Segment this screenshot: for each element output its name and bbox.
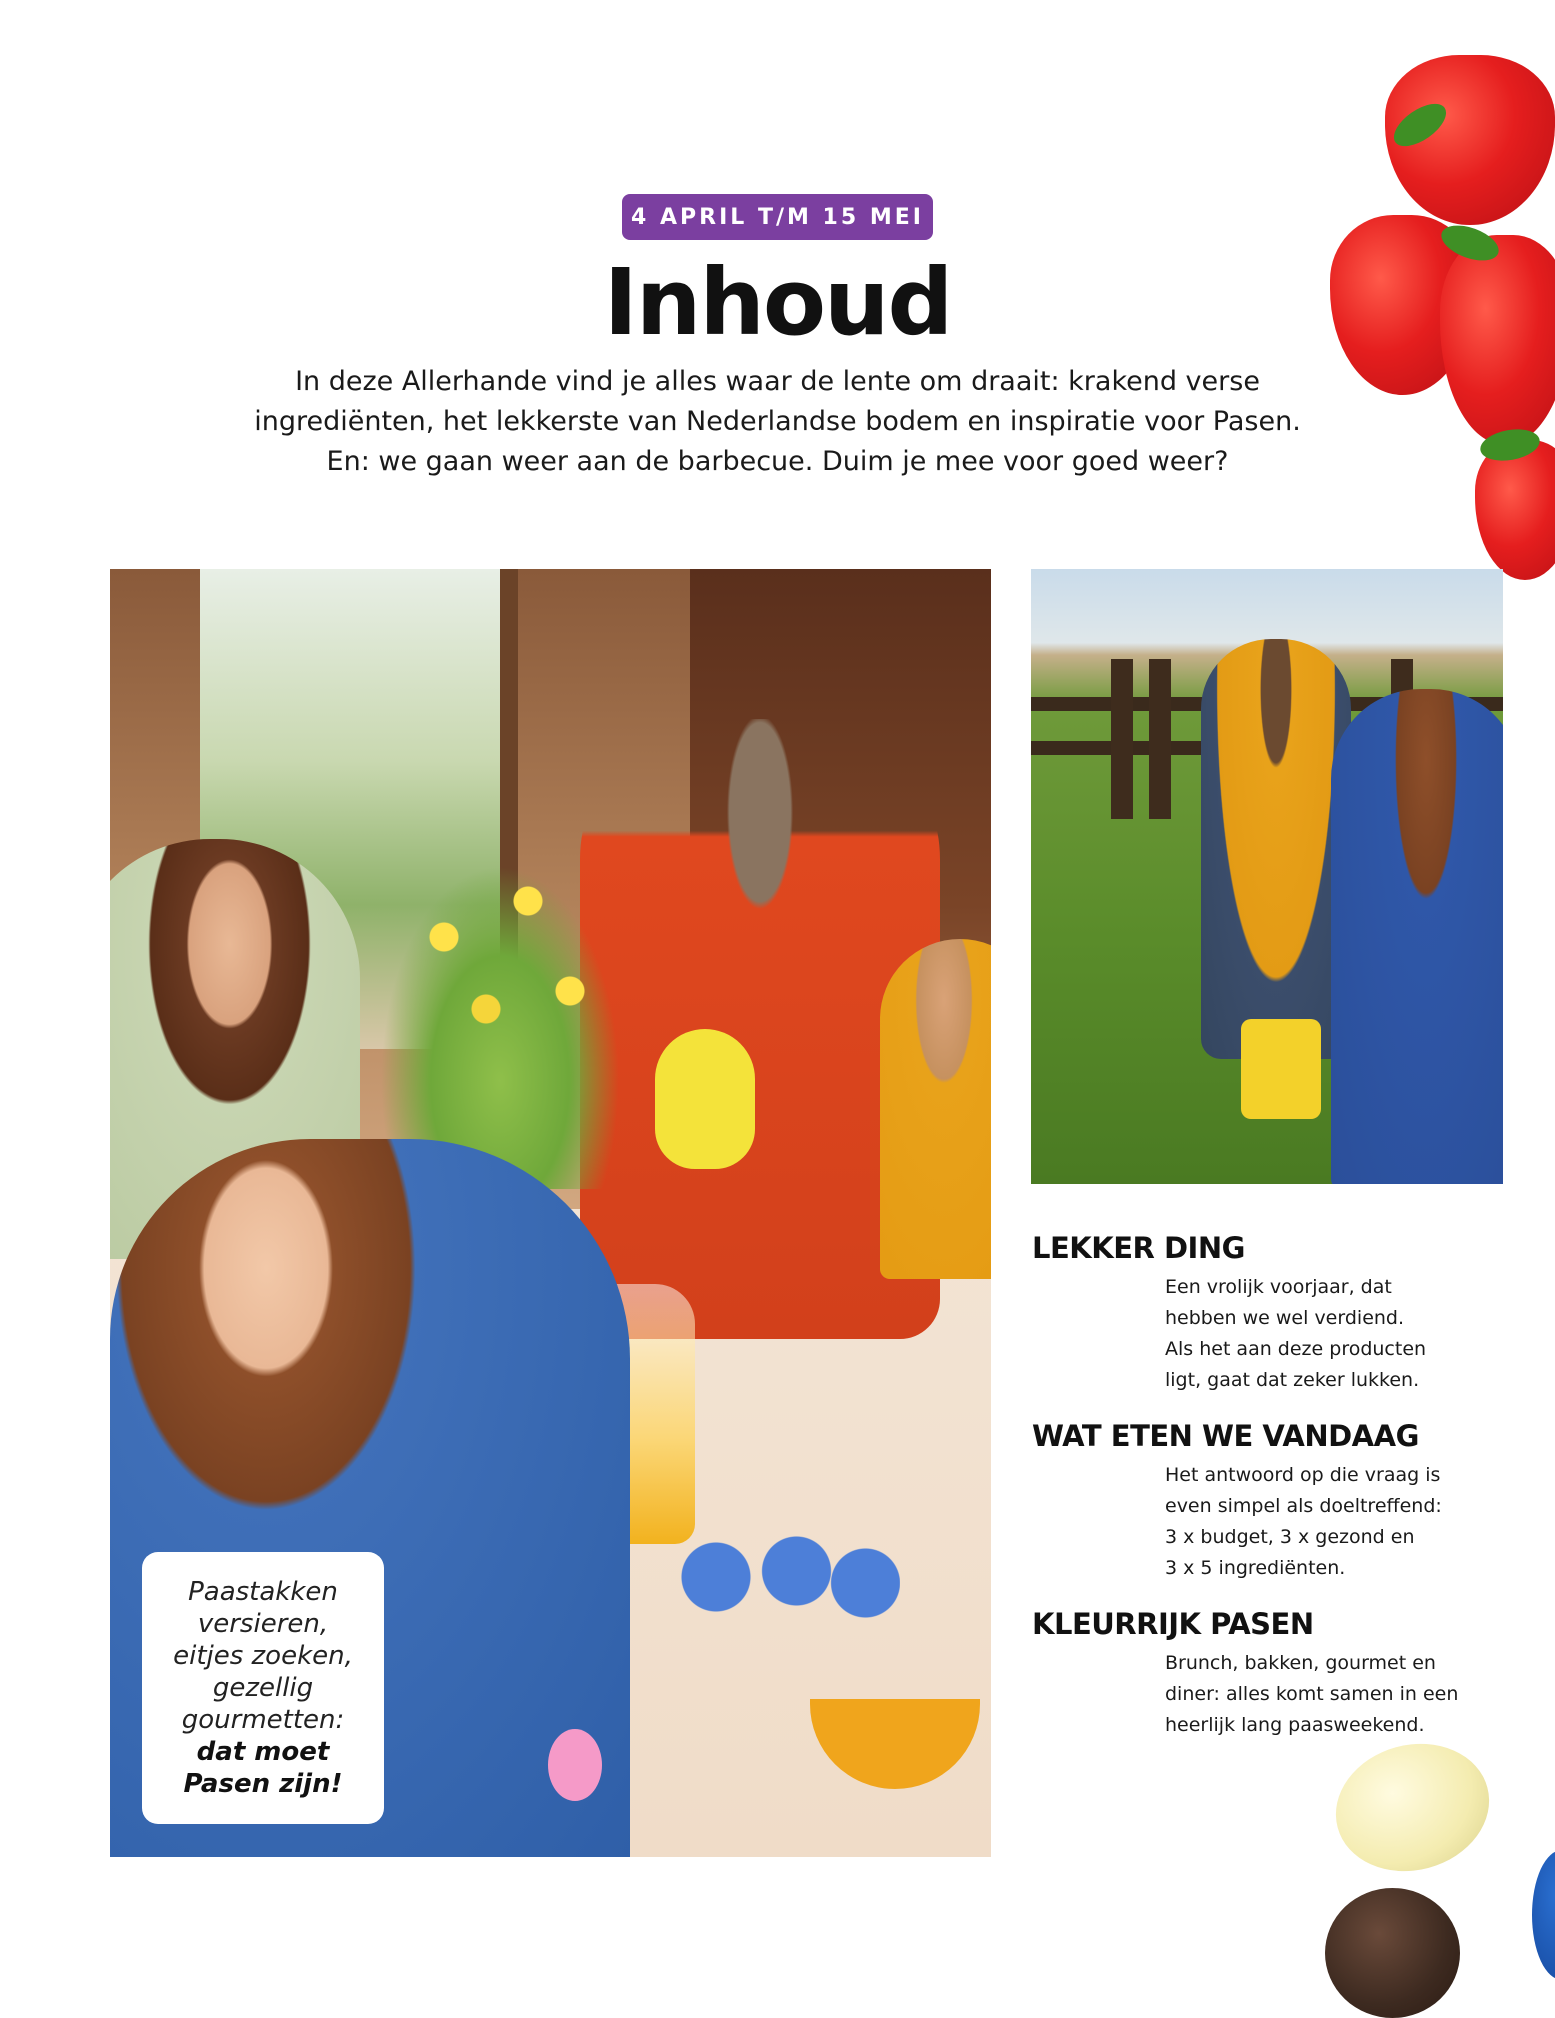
section-line: Als het aan deze producten <box>1165 1338 1427 1360</box>
section-line: hebben we wel verdiend. <box>1165 1307 1405 1329</box>
section-line: Een vrolijk voorjaar, dat <box>1165 1276 1392 1298</box>
quote-line: Paastakken <box>188 1577 338 1607</box>
section-title: LEKKER DING <box>1032 1231 1245 1265</box>
intro-line: En: we gaan weer aan de barbecue. Duim je mee voor goed weer? <box>326 446 1229 477</box>
quote-strong-line: dat moet <box>196 1737 330 1767</box>
dark-chocolate-egg <box>1325 1888 1460 2018</box>
section-line: even simpel als doeltreffend: <box>1165 1495 1442 1517</box>
girl-figure <box>1331 689 1503 1184</box>
intro-text <box>210 362 1345 482</box>
tulip-bouquet <box>360 829 640 1189</box>
kids-egg-hunt-photo <box>1031 569 1503 1184</box>
section-kleurrijk-pasen <box>1032 1606 1512 1741</box>
quote-line: gourmetten: <box>181 1705 345 1735</box>
quote-line: gezellig <box>212 1673 314 1703</box>
easter-basket <box>1241 1019 1321 1119</box>
bunny-cake <box>655 1029 755 1169</box>
boy-figure <box>880 939 991 1279</box>
section-line: 3 x budget, 3 x gezond en <box>1165 1526 1415 1548</box>
date-badge: 4 APRIL T/M 15 MEI <box>622 194 933 240</box>
easter-egg <box>548 1729 602 1801</box>
section-line: diner: alles komt samen in een <box>1165 1683 1459 1705</box>
section-text <box>1165 1272 1512 1396</box>
section-line: ligt, gaat dat zeker lukken. <box>1165 1369 1420 1391</box>
quote-box <box>142 1552 384 1824</box>
section-line: Het antwoord op die vraag is <box>1165 1464 1441 1486</box>
section-line: Brunch, bakken, gourmet en <box>1165 1652 1436 1674</box>
section-title: KLEURRIJK PASEN <box>1032 1607 1314 1641</box>
section-line: heerlijk lang paasweekend. <box>1165 1714 1425 1736</box>
intro-line: ingrediënten, het lekkerste van Nederlandse bodem en inspiratie voor Pasen. <box>254 406 1301 437</box>
section-wat-eten-we-vandaag <box>1032 1418 1512 1584</box>
quote-line: versieren, <box>197 1609 329 1639</box>
white-chocolate-egg <box>1321 1727 1503 1888</box>
page-title: Inhoud <box>603 249 952 356</box>
section-line: 3 x 5 ingrediënten. <box>1165 1557 1346 1579</box>
fence-post <box>1111 659 1133 819</box>
section-lekker-ding <box>1032 1230 1512 1396</box>
section-title: WAT ETEN WE VANDAAG <box>1032 1419 1419 1453</box>
boy-figure <box>1201 639 1351 1059</box>
quote-line: eitjes zoeken, <box>173 1641 353 1671</box>
section-text <box>1165 1460 1512 1584</box>
blue-chocolate-egg <box>1532 1850 1555 1980</box>
fence-post <box>1149 659 1171 819</box>
quote-strong-line: Pasen zijn! <box>183 1769 343 1799</box>
intro-line: In deze Allerhande vind je alles waar de lente om draait: krakend verse <box>295 366 1260 397</box>
blue-cupcakes <box>670 1529 900 1649</box>
section-text <box>1165 1648 1512 1741</box>
